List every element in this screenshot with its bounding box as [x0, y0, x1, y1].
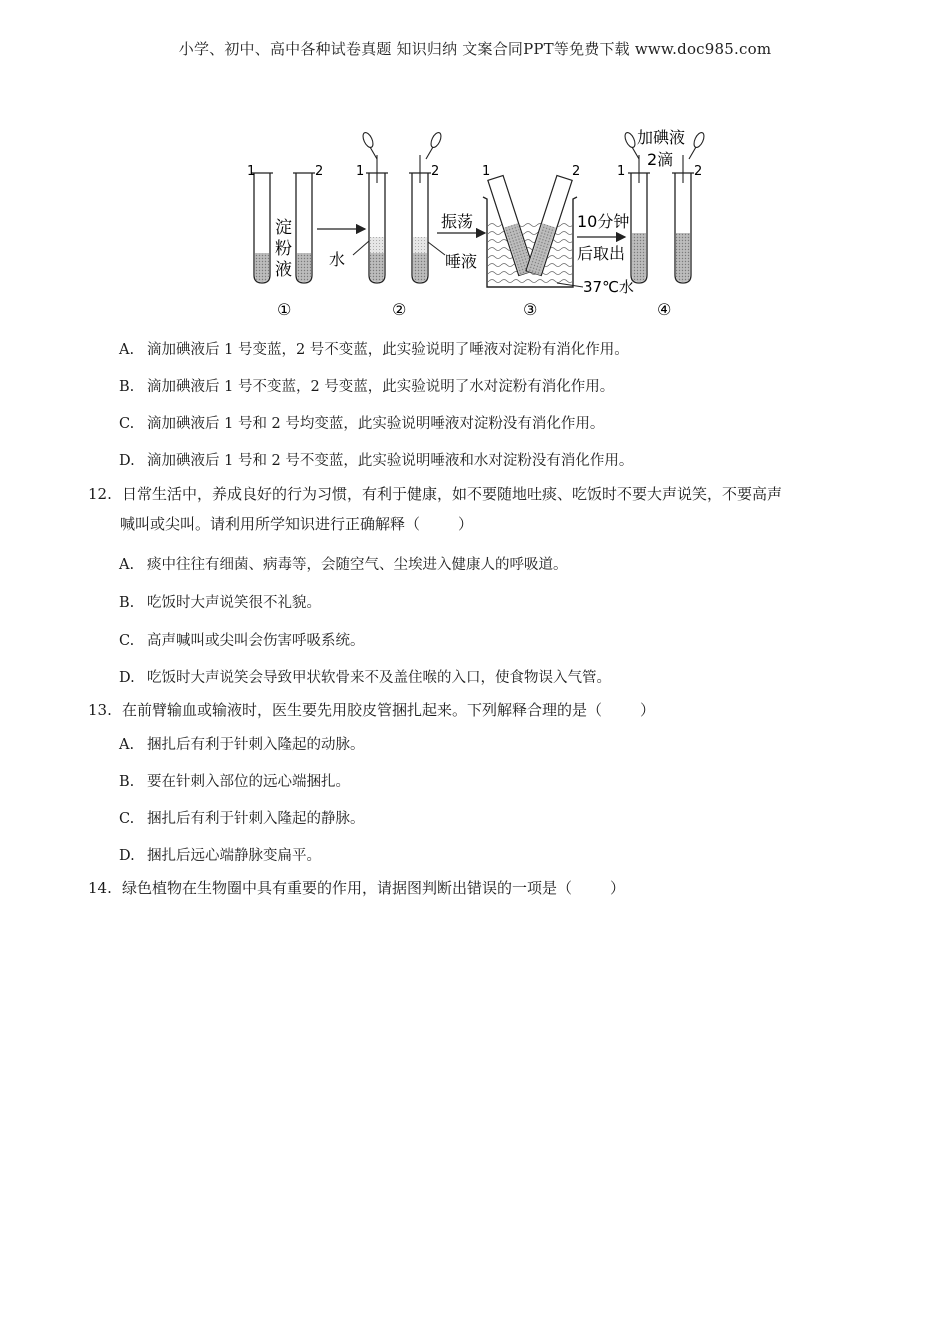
q13-option-c: [119, 809, 365, 829]
question-paren-close: ）: [458, 515, 474, 533]
step-number-2: ②: [392, 300, 407, 319]
page-header: 小学、初中、高中各种试卷真题 知识归纳 文案合同PPT等免费下载 www.doc985.com: [178, 40, 772, 58]
option-text: 捆扎后有利于针刺入隆起的静脉。: [147, 811, 365, 827]
option-letter: B.: [119, 774, 135, 790]
option-text: 捆扎后有利于针刺入隆起的动脉。: [147, 737, 365, 753]
option-text: 捆扎后远心端静脉变扁平。: [147, 848, 321, 864]
q13-option-b: [119, 772, 350, 792]
step-number-3: ③: [523, 300, 538, 319]
option-text: 要在针刺入部位的远心端捆扎。: [147, 774, 350, 790]
option-text: 痰中往往有细菌、病毒等，会随空气、尘埃进入健康人的呼吸道。: [147, 557, 568, 573]
q12-option-c: [119, 631, 365, 651]
q13-option-d: [119, 846, 321, 866]
tube-number-2-step3: 2: [572, 164, 581, 179]
tube-number-1-step4: 1: [617, 164, 626, 179]
option-letter: A.: [119, 737, 135, 753]
q11-option-b: [119, 377, 614, 397]
question-stem-text: 在前臂输血或输液时，医生要先用胶皮管捆扎起来。下列解释合理的是（: [122, 701, 603, 719]
option-letter: A.: [119, 557, 135, 573]
question-number: 12.: [88, 485, 112, 503]
ten-minutes-label: 10分钟: [577, 212, 630, 231]
option-letter: C.: [119, 416, 135, 432]
option-letter: D.: [119, 453, 135, 469]
question-number: 14.: [88, 879, 112, 897]
q12-option-d: [119, 668, 611, 688]
starch-label-char-2: 粉: [275, 239, 292, 259]
tube-number-1: 1: [247, 164, 256, 179]
question-number: 13.: [88, 701, 112, 719]
step-number-4: ④: [657, 300, 672, 319]
option-letter: B.: [119, 379, 135, 395]
question-stem-line1: [122, 878, 625, 898]
37c-water-label: 37℃水: [583, 278, 634, 296]
q12-option-a: [119, 555, 568, 575]
saliva-label: 唾液: [445, 252, 478, 271]
step2-tubes: [353, 131, 445, 283]
q11-option-d: [119, 451, 633, 471]
option-text: 吃饭时大声说笑很不礼貌。: [147, 595, 321, 611]
question-stem-line1: [122, 700, 655, 720]
shake-label: 振荡: [441, 212, 474, 231]
option-text: 滴加碘液后 1 号和 2 号均变蓝，此实验说明唾液对淀粉没有消化作用。: [147, 416, 605, 432]
question-stem-line1: 日常生活中，养成良好的行为习惯，有利于健康，如不要随地吐痰、吃饭时不要大声说笑，不要高声: [122, 485, 783, 503]
q11-option-a: [119, 340, 629, 360]
tube-number-2-step4: 2: [694, 164, 703, 179]
option-letter: C.: [119, 633, 135, 649]
question-paren-close: ）: [610, 879, 626, 897]
question-stem-text: 喊叫或尖叫。请利用所学知识进行正确解释（: [120, 515, 421, 533]
option-text: 滴加碘液后 1 号变蓝，2 号不变蓝，此实验说明了唾液对淀粉有消化作用。: [147, 342, 629, 358]
option-letter: A.: [119, 342, 135, 358]
question-paren-close: ）: [640, 701, 656, 719]
two-drops-label: 2滴: [647, 150, 674, 169]
step-number-1: ①: [277, 300, 292, 319]
take-out-label: 后取出: [577, 244, 626, 263]
experiment-figure: [237, 125, 717, 325]
question-stem-text: 绿色植物在生物圈中具有重要的作用，请据图判断出错误的一项是（: [122, 879, 573, 897]
option-letter: D.: [119, 670, 135, 686]
q11-option-c: [119, 414, 604, 434]
option-letter: C.: [119, 811, 135, 827]
starch-label-char-1: 淀: [275, 218, 292, 238]
question-stem-line2: [120, 514, 473, 534]
option-letter: B.: [119, 595, 135, 611]
option-letter: D.: [119, 848, 135, 864]
tube-number-2-step2: 2: [431, 164, 440, 179]
option-text: 滴加碘液后 1 号不变蓝，2 号变蓝，此实验说明了水对淀粉有消化作用。: [147, 379, 615, 395]
water-label: 水: [329, 250, 346, 269]
beaker: [483, 175, 583, 287]
tube-number-2: 2: [315, 164, 324, 179]
q13-option-a: [119, 735, 365, 755]
iodine-label: 加碘液: [637, 128, 686, 147]
tube-number-1-step2: 1: [356, 164, 365, 179]
q12-option-b: [119, 593, 321, 613]
option-text: 吃饭时大声说笑会导致甲状软骨来不及盖住喉的入口，使食物误入气管。: [147, 670, 611, 686]
option-text: 滴加碘液后 1 号和 2 号不变蓝，此实验说明唾液和水对淀粉没有消化作用。: [147, 453, 634, 469]
starch-label-char-3: 液: [275, 260, 292, 280]
tube-number-1-step3: 1: [482, 164, 491, 179]
option-text: 高声喊叫或尖叫会伤害呼吸系统。: [147, 633, 365, 649]
